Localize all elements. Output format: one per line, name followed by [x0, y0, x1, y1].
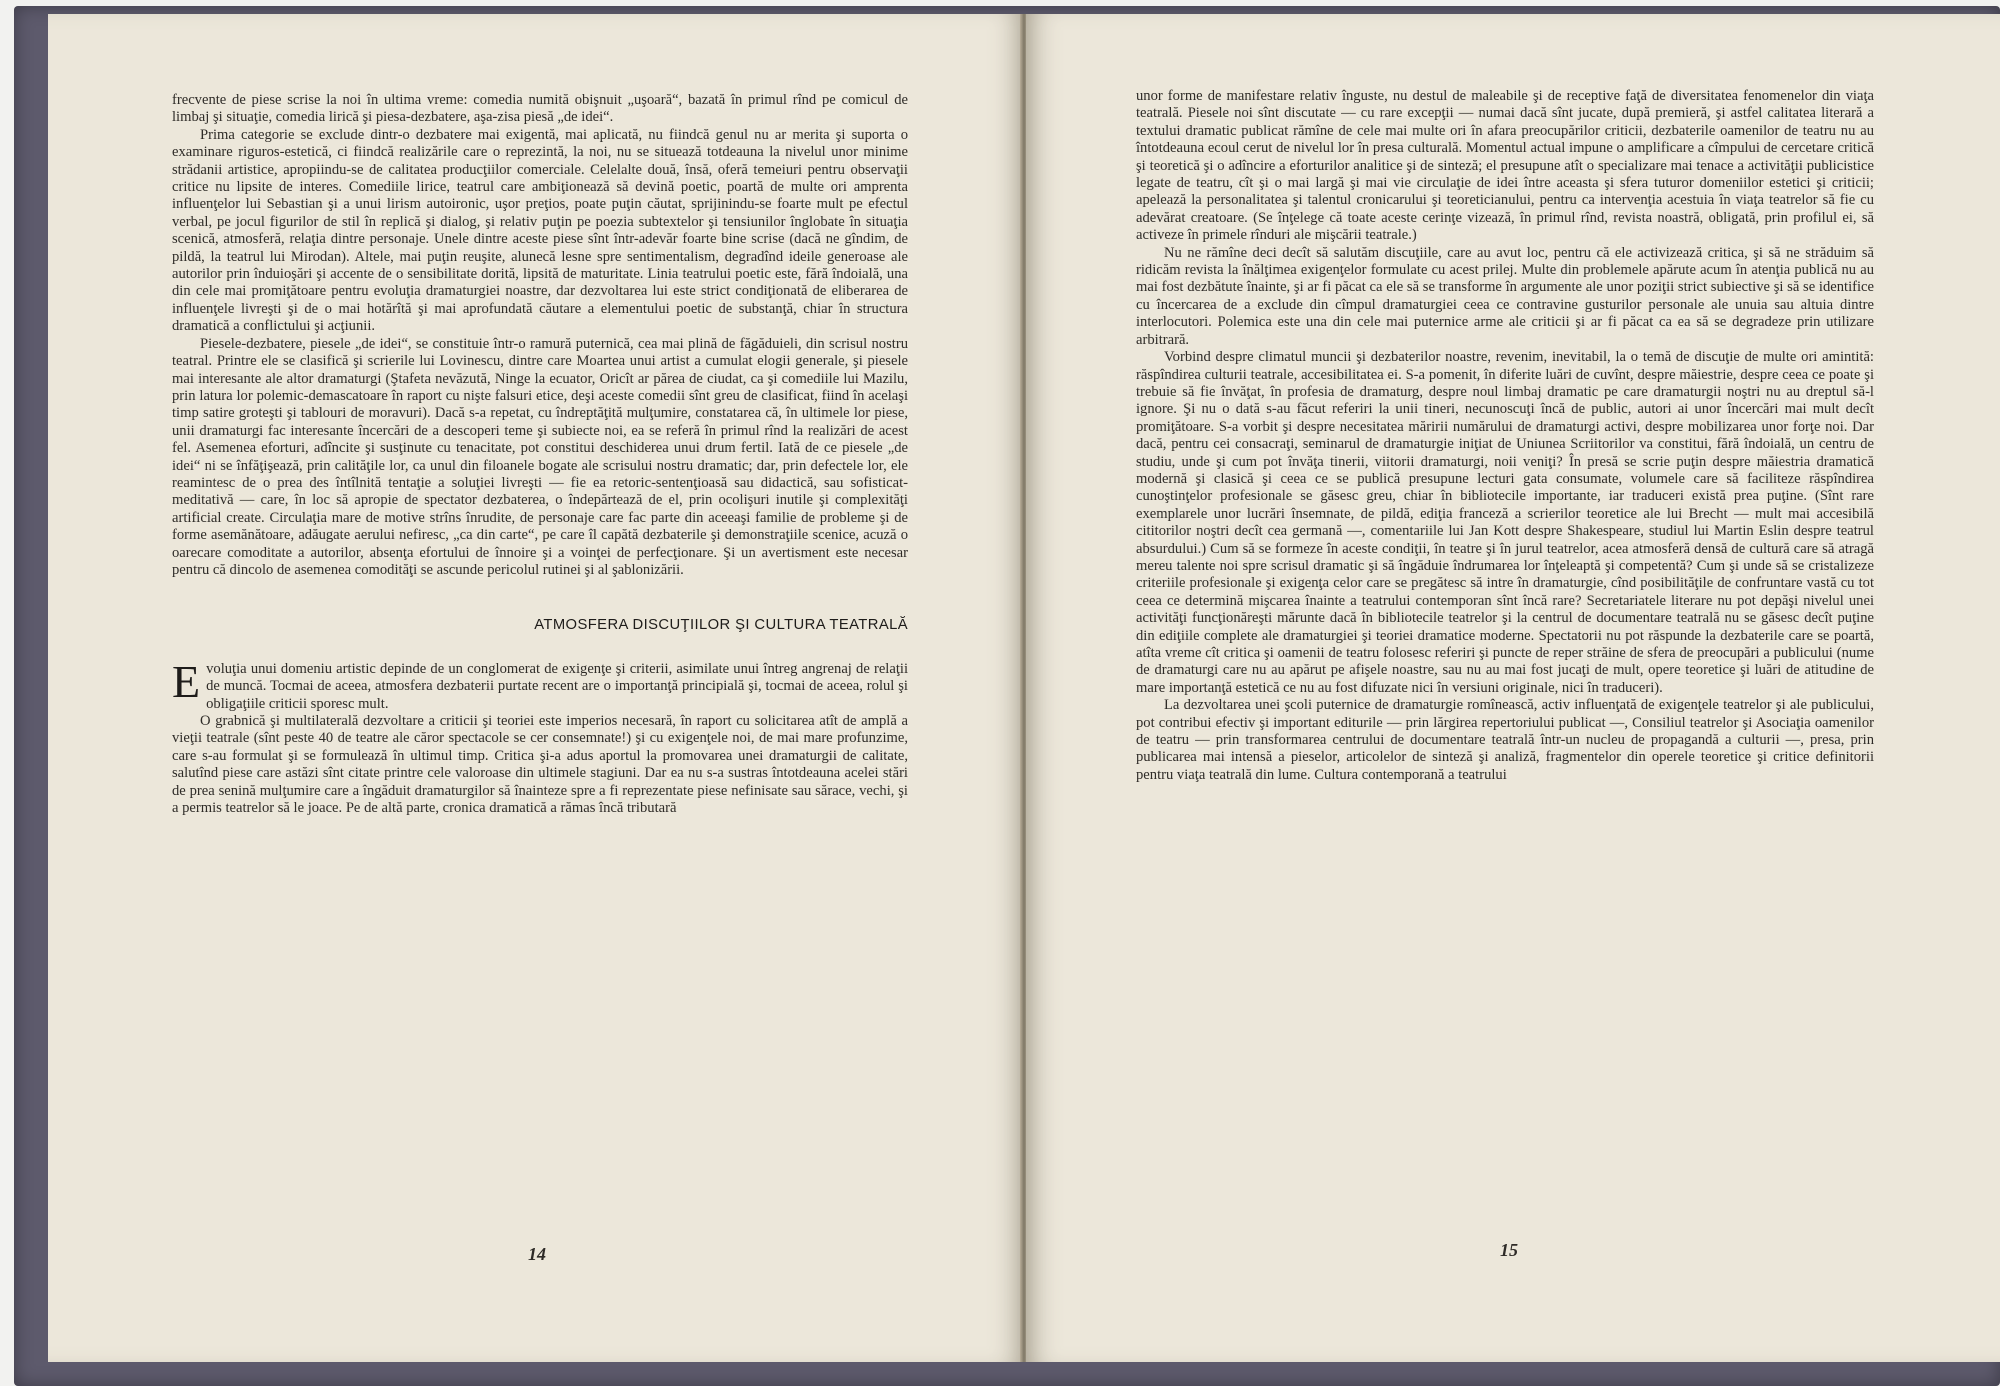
left-page — [48, 14, 1024, 1362]
page-number: 15 — [1500, 1240, 1518, 1260]
section-heading: ATMOSFERA DISCUŢIILOR ŞI CULTURA TEATRALĂ — [534, 617, 908, 634]
paragraph: Piesele-dezbatere, piesele „de idei“, se constituie într-o ramură puternică, cea mai plină de făgăduieli, din scrisul nostru teatral. Printre ele se clasifică şi scrierile lui Lovinescu, dintre care Moartea unui artist a cumulat elogii generale, şi piesele mai interesante ale altor dramaturgi (Ştafeta nevăzută, Ninge la ecuator, Oricît ar părea de ciudat, ca şi comediile lui Mazilu, prin latura lor polemic-demascatoare în raport cu nişte falsuri etice, deşi aceste comedii sînt greu de clasificat, fiind în acelaşi timp satire groteşti şi tablouri de moravuri). Dacă s-a repetat, cu îndreptăţită mulţumire, constatarea că, în ultimele lor piese, unii dramaturgi fac interesante încercări de a descoperi teme şi subiecte noi, ea se referă în primul rînd la realizări de acest fel. Asemenea eforturi, adîncite şi susţinute cu tenacitate, pot constitui deschiderea unui drum fertil. Iată de ce piesele „de idei“ ni se înfăţişează, prin calităţile lor, ca unul din filoanele bogate ale scrisului nostru dramatic; dar, prin defectele lor, ele reamintesc de o prea des întîlnită tentaţie a soluţiei livreşti — fie ea retoric-sentenţioasă sau didactică, sau sofisticat-meditativă — care, în loc să apropie de spectator dezbaterea, o îndepărtează de el, prin ocolişuri inutile şi complexităţi artificial create. Circulaţia mare de motive strîns înrudite, de personaje care fac parte din aceeaşi familie de probleme şi de forme asemănătoare, adăugate aerului nefiresc, „ca din carte“, pe care îl capătă dezbaterile şi demonstraţiile scenice, acuză o oarecare comoditate a autorilor, absenţa efortului de înnoire şi a voinţei de perfecţionare. Şi un avertisment este necesar pentru că dincolo de asemenea comodităţi se ascunde pericolul rutinei şi al şablonizării. — [172, 335, 908, 578]
paragraph: O grabnică şi multilaterală dezvoltare a criticii şi teoriei este imperios necesară, în raport cu solicitarea atît de amplă a vieţii teatrale (sînt peste 40 de teatre ale căror spectacole se cer consemnate!) şi cu exigenţele noi, de mai mare profunzime, care s-au formulat şi se formulează în ultimul timp. Critica şi-a adus aportul la promovarea unei dramaturgii de calitate, salutînd piese care astăzi sînt citate printre cele valoroase din ultimele stagiuni. Dar ea nu s-a sustras întotdeauna acelei stări de prea senină mulţumire care a îngăduit dramaturgilor să înainteze spre a fi reprezentate piese nefinisate sau sărace, vechi, şi a permis teatrelor să le joace. Pe de altă parte, cronica dramatică a rămas încă tributară — [172, 713, 908, 817]
paragraph: unor forme de manifestare relativ înguste, nu destul de maleabile şi de receptive faţă de diversitatea fenomenelor din viaţa teatrală. Piesele noi sînt discutate — cu rare excepţii — numai dacă sînt jucate, după premieră, şi astfel calitatea literară a textului dramatic publicat rămîne de cele mai multe ori în afara preocupărilor criticii, dezbaterile oamenilor de teatru nu au întotdeauna ecoul cerut de nivelul lor în presa culturală. Momentul actual impune o amplificare a cîmpului de cercetare critică şi teoretică şi o adîncire a eforturilor analitice şi de sinteză; el presupune atît o specializare mai tenace a activităţii publicistice legate de teatru, cît şi o mai largă şi mai vie circulaţie de idei între aceasta şi sfera tuturor domeniilor estetici şi criticii; apelează la personalitatea şi talentul cronicarului şi teoreticianului, pentru ca intervenţia acestuia în viaţa teatrelor să fie cu adevărat creatoare. (Se înţelege că toate aceste cerinţe vizează, în primul rînd, revista noastră, obligată, prin profilul ei, să activeze în primele rînduri ale mişcării teatrale.) — [1136, 88, 1874, 244]
paragraph: Nu ne rămîne deci decît să salutăm discuţiile, care au avut loc, pentru că ele activizează critica, şi să ne străduim să ridicăm revista la înălţimea exigenţelor formulate cu acest prilej. Multe din problemele apărute acum în atenţia publică nu au mai fost dezbătute înainte, şi ar fi păcat ca ele să se transforme în argumente ale unor poziţii strict subiective şi să se identifice cu încercarea de a exclude din cîmpul dramaturgiei ceea ce contravine gusturilor personale ale unuia sau altuia dintre interlocutori. Polemica este una din cele mai puternice arme ale criticii şi ar fi păcat ca ea să se degradeze prin utilizare arbitrară. — [1136, 244, 1874, 348]
paragraph-text: voluţia unui domeniu artistic depinde de un conglomerat de exigenţe şi criterii, asimilate unui întreg angrenaj de relaţii de muncă. Tocmai de aceea, atmosfera dezbaterii purtate recent are o importanţă principială şi, tocmai de aceea, rolul şi obligaţiile criticii sporesc mult. — [206, 660, 908, 712]
paragraph: Prima categorie se exclude dintr-o dezbatere mai exigentă, mai aplicată, nu fiindcă genul nu ar merita şi suporta o examinare riguros-estetică, ci fiindcă realizările care o reprezintă, la noi, nu se situează totdeauna la nivelul unor minime strădanii artistice, apropiindu-se de calitatea producţiilor comerciale. Celelalte două, însă, oferă temeiuri pentru observaţii critice nu lipsite de interes. Comediile lirice, teatrul care ambiţionează să devină poetic, poartă de multe ori amprenta influenţelor lui Sebastian şi a unui lirism autoironic, uşor preţios, poate puţin căutat, sprijinindu-se foarte mult pe efectul verbal, pe jocul figurilor de stil în replică şi dialog, şi relativ puţin pe poezia subtextelor şi tensiunilor înglobate în situaţia scenică, atmosferă, relaţia dintre personaje. Unele dintre aceste piese sînt într-adevăr foarte bine scrise (dacă ne gîndim, de pildă, la teatrul lui Mirodan). Altele, mai puţin reuşite, alunecă lesne spre sentimentalism, degradînd ideile generoase ale autorilor prin înduioşări şi accente de o sensibilitate dorită, lipsită de maturitate. Linia teatrului poetic este, fără îndoială, una din cele mai promiţătoare pentru evoluţia dramaturgiei noastre, dar dezvoltarea lui este strict condiţionată de eliberarea de influenţele livreşti şi de o mai hotărîtă şi mai aprofundată căutare a elementului poetic de substanţă, chiar în structura dramatică a conflictului şi acţiunii. — [172, 126, 908, 335]
paragraph: Vorbind despre climatul muncii şi dezbaterilor noastre, revenim, inevitabil, la o temă de discuţie de multe ori amintită: răspîndirea culturii teatrale, accesibilitatea ei. S-a pomenit, în diferite luări de cuvînt, despre măiestrie, despre ceea ce poate şi trebuie să fie învăţat, în profesia de dramaturg, despre noul limbaj dramatic pe care dramaturgii noştri nu au dreptul să-l ignore. Şi nu o dată s-au făcut referiri la unii tineri, necunoscuţi încă de public, autori ai unor încercări mai mult decît promiţătoare. S-a vorbit şi despre necesitatea măririi numărului de dramaturgi activi, despre mobilizarea unor forţe noi. Dar dacă, pentru cei consacraţi, seminarul de dramaturgie iniţiat de Uniunea Scriitorilor va constitui, fără îndoială, un centru de studiu, unde şi cum pot învăţa tinerii, viitorii dramaturgi, noii veniţi? În presă se scrie puţin despre măiestria dramatică modernă şi clasică şi ceea ce se publică presupune lecturi gata consumate, volumele care să faciliteze răspîndirea cunoştinţelor profesionale se găsesc greu, chiar în bibliotecile importante, iar traduceri există prea puţine. (Sînt rare exemplarele unor lucrări însemnate, de pildă, ediţia franceză a scrierilor teoretice ale lui Brecht — mult mai accesibilă cititorilor noştri decît cea germană —, comentariile lui Jan Kott despre Shakespeare, studiul lui Martin Eslin despre teatrul absurdului.) Cum să se formeze în aceste condiţii, în teatre şi în jurul teatrelor, acea atmosferă densă de cultură care să atragă mereu talente noi spre scrisul dramatic şi să îngăduie îndrumarea lor înţeleaptă şi competentă? Cum şi unde să se cristalizeze criteriile profesionale şi exigenţa celor care se pregătesc să intre în dramaturgie, cînd posibilităţile de confruntare vastă cu tot ceea ce determină mişcarea înainte a teatrului contemporan sînt încă rare? Secretariatele literare nu pot depăşi nivelul unei activităţi funcţionăreşti mărunte dacă în bibliotecile teatrelor şi la centrul de documentare teatrală nu se găsesc decît puţine din ediţiile complete ale dramaturgiei şi teoriei dramatice moderne. Spectatorii nu pot răspunde la dezbaterile care se poartă, atîta vreme cît critica şi oamenii de teatru folosesc referiri şi puncte de reper străine de sfera de preocupări a publicului (nume de dramaturgi care nu au apărut pe afişele noastre, sau nu au mai fost jucaţi de mult, opere teoretice şi luări de atitudine de mare importanţă estetică ce nu au fost difuzate nici în versiuni originale, nici în traduceri). — [1136, 349, 1874, 696]
paragraph: frecvente de piese scrise la noi în ultima vreme: comedia numită obişnuit „uşoară“, bazată în primul rînd pe comicul de limbaj şi situaţie, comedia lirică şi piesa-dezbatere, aşa-zisa piesă „de idei“. — [172, 92, 908, 126]
right-page — [1026, 14, 2000, 1362]
paragraph: La dezvoltarea unei şcoli puternice de dramaturgie romînească, activ influenţată de exigenţele teatrelor şi ale publicului, pot contribui efectiv şi important editurile — prin lărgirea repertoriului publicat —, Consiliul teatrelor şi Asociaţia oamenilor de teatru — prin transformarea centrului de documentare teatrală într-un nucleu de propagandă a culturii —, presa, prin publicarea mai intensă a pieselor, articolelor de sinteză şi analiză, fragmentelor din operele teoretice şi critice definitorii pentru viaţa teatrală din lume. Cultura contemporană a teatrului — [1136, 697, 1874, 783]
left-text-column — [172, 92, 908, 817]
right-text-column — [1136, 88, 1874, 784]
drop-cap: E — [172, 655, 201, 707]
paragraph-with-dropcap — [172, 655, 908, 713]
page-number: 14 — [528, 1244, 546, 1264]
